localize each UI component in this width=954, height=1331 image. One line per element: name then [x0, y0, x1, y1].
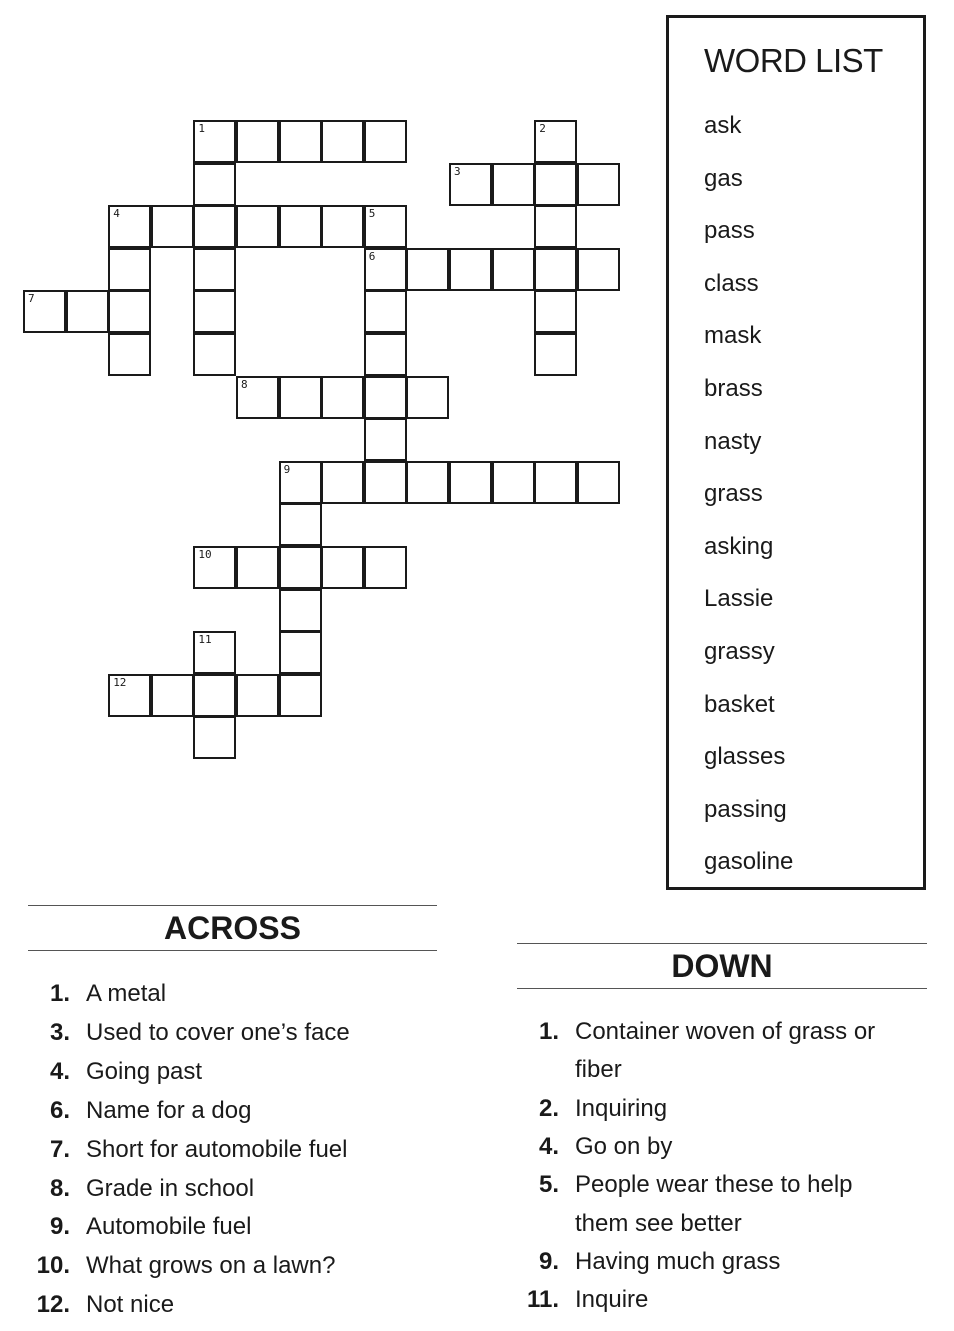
across-clue-number: 12.: [36, 1291, 70, 1319]
across-clue-text: Automobile fuel: [86, 1213, 252, 1241]
grid-cell[interactable]: [193, 546, 236, 589]
grid-cell[interactable]: [364, 333, 407, 376]
grid-cell[interactable]: [534, 205, 577, 248]
clue-number: 3: [454, 164, 461, 178]
grid-cell[interactable]: [236, 376, 279, 419]
grid-cell[interactable]: [534, 461, 577, 504]
word-list-item: Lassie: [704, 585, 774, 613]
grid-cell[interactable]: [364, 546, 407, 589]
clue-number: 8: [241, 377, 248, 391]
across-clue-text: Name for a dog: [86, 1096, 252, 1124]
grid-cell[interactable]: [321, 461, 364, 504]
grid-cell[interactable]: [193, 120, 236, 163]
grid-cell[interactable]: [279, 120, 322, 163]
grid-cell[interactable]: [279, 589, 322, 632]
across-clue-number: 7.: [49, 1135, 70, 1163]
grid-cell[interactable]: [236, 546, 279, 589]
grid-cell[interactable]: [364, 205, 407, 248]
grid-cell[interactable]: [534, 290, 577, 333]
grid-cell[interactable]: [193, 205, 236, 248]
clue-number: 11: [198, 633, 212, 647]
grid-cell[interactable]: [236, 120, 279, 163]
across-clue-text: What grows on a lawn?: [86, 1252, 336, 1280]
grid-cell[interactable]: [279, 631, 322, 674]
grid-cell[interactable]: [321, 120, 364, 163]
across-clue-text: Short for automobile fuel: [86, 1135, 348, 1163]
word-list-item: ask: [704, 112, 742, 139]
grid-cell[interactable]: [279, 674, 322, 717]
word-list-item: class: [704, 269, 759, 297]
across-clue-number: 9.: [49, 1213, 70, 1241]
grid-cell[interactable]: [364, 418, 407, 461]
across-clue-number: 3.: [49, 1018, 70, 1046]
clue-number: 10: [198, 548, 212, 561]
grid-cell[interactable]: [108, 333, 151, 376]
across-clue-text: A metal: [86, 980, 167, 1007]
across-rule-top: [28, 905, 437, 906]
clue-number: 5: [368, 207, 376, 221]
grid-cell[interactable]: [236, 674, 279, 717]
grid-cell[interactable]: [151, 674, 194, 717]
grid-cell[interactable]: [492, 163, 535, 206]
down-clue-number: 9.: [538, 1247, 559, 1275]
down-clue-text: Having much grass: [575, 1247, 781, 1275]
across-heading: ACROSS: [164, 910, 301, 946]
down-clue-text: People wear these to help: [575, 1171, 853, 1199]
down-clue-text: fiber: [575, 1056, 622, 1084]
word-list-item: grass: [704, 480, 763, 508]
grid-cell[interactable]: [193, 290, 236, 333]
grid-cell[interactable]: [364, 376, 407, 419]
grid-cell[interactable]: [534, 248, 577, 291]
grid-cell[interactable]: [406, 376, 449, 419]
grid-cell[interactable]: [66, 290, 109, 333]
grid-cell[interactable]: [406, 248, 449, 291]
grid-cell[interactable]: [193, 163, 236, 206]
down-rule-top: [517, 943, 927, 944]
grid-cell[interactable]: [406, 461, 449, 504]
word-list-item: gas: [704, 164, 743, 192]
grid-cell[interactable]: [364, 290, 407, 333]
down-clue-text: them see better: [575, 1209, 742, 1237]
word-list-item: glasses: [704, 743, 786, 771]
grid-cell[interactable]: [236, 205, 279, 248]
grid-cell[interactable]: [279, 376, 322, 419]
grid-cell[interactable]: [193, 248, 236, 291]
grid-cell[interactable]: [279, 503, 322, 546]
grid-cell[interactable]: [534, 120, 577, 163]
grid-cell[interactable]: [534, 333, 577, 376]
word-list-box: [666, 15, 926, 890]
clue-number: 4: [113, 207, 120, 221]
grid-cell[interactable]: [577, 461, 620, 504]
grid-cell[interactable]: [364, 120, 407, 163]
across-clue-number: 1.: [49, 980, 70, 1007]
grid-cell[interactable]: [321, 376, 364, 419]
grid-cell[interactable]: [492, 248, 535, 291]
word-list-item: grassy: [704, 638, 775, 665]
word-list-item: pass: [704, 217, 755, 245]
across-clue-number: 8.: [49, 1174, 70, 1202]
clue-number: 6: [368, 249, 376, 263]
word-list-item: gasoline: [704, 848, 794, 876]
grid-cell[interactable]: [193, 716, 236, 759]
down-clue-text: Go on by: [575, 1132, 673, 1160]
across-clue-text: Not nice: [86, 1291, 175, 1319]
across-clue-text: Going past: [86, 1057, 203, 1085]
across-clue-number: 6.: [49, 1096, 70, 1124]
grid-cell[interactable]: [108, 205, 151, 248]
down-heading: DOWN: [671, 948, 773, 984]
grid-cell[interactable]: [279, 205, 322, 248]
down-clue-number: 2.: [538, 1094, 559, 1122]
down-clue-number: 1.: [538, 1018, 559, 1045]
across-rule-bottom: [28, 950, 437, 951]
grid-cell[interactable]: [449, 248, 492, 291]
grid-cell[interactable]: [364, 248, 407, 291]
grid-cell[interactable]: [449, 163, 492, 206]
word-list-item: nasty: [704, 427, 762, 455]
grid-cell[interactable]: [193, 631, 236, 674]
grid-cell[interactable]: [492, 461, 535, 504]
word-list-title: WORD LIST: [704, 42, 883, 79]
grid-cell[interactable]: [449, 461, 492, 504]
grid-cell[interactable]: [321, 205, 364, 248]
grid-cell[interactable]: [534, 163, 577, 206]
grid-cell[interactable]: [279, 461, 322, 504]
grid-cell[interactable]: [151, 205, 194, 248]
word-list-item: passing: [704, 795, 787, 823]
grid-cell[interactable]: [364, 461, 407, 504]
clue-number: 12: [113, 675, 127, 689]
grid-cell[interactable]: [321, 546, 364, 589]
grid-cell[interactable]: [108, 290, 151, 333]
across-clue-number: 10.: [36, 1252, 70, 1280]
across-clue-text: Grade in school: [86, 1174, 255, 1202]
down-clue-text: Inquire: [575, 1286, 649, 1314]
down-clue-number: 5.: [538, 1171, 559, 1199]
clue-number: 2: [539, 122, 546, 135]
clue-number: 7: [28, 292, 35, 306]
down-rule-bottom: [517, 988, 927, 989]
clue-number: 9: [283, 462, 291, 476]
grid-cell[interactable]: [193, 674, 236, 717]
grid-cell[interactable]: [23, 290, 66, 333]
down-clue-number: 11.: [526, 1286, 559, 1314]
grid-cell[interactable]: [193, 333, 236, 376]
grid-cell[interactable]: [108, 248, 151, 291]
word-list-item: brass: [704, 375, 763, 402]
grid-cell[interactable]: [577, 163, 620, 206]
word-list-item: basket: [704, 690, 775, 718]
clue-number: 1: [198, 122, 206, 135]
grid-cell[interactable]: [108, 674, 151, 717]
across-clue-number: 4.: [49, 1057, 70, 1085]
down-clue-text: Inquiring: [575, 1094, 668, 1122]
down-clue-number: 4.: [538, 1132, 559, 1160]
across-clue-text: Used to cover one’s face: [86, 1018, 350, 1046]
grid-cell[interactable]: [279, 546, 322, 589]
word-list-item: mask: [704, 322, 762, 350]
down-clue-text: Container woven of grass or: [575, 1018, 876, 1045]
grid-cell[interactable]: [577, 248, 620, 291]
word-list-item: asking: [704, 532, 774, 560]
